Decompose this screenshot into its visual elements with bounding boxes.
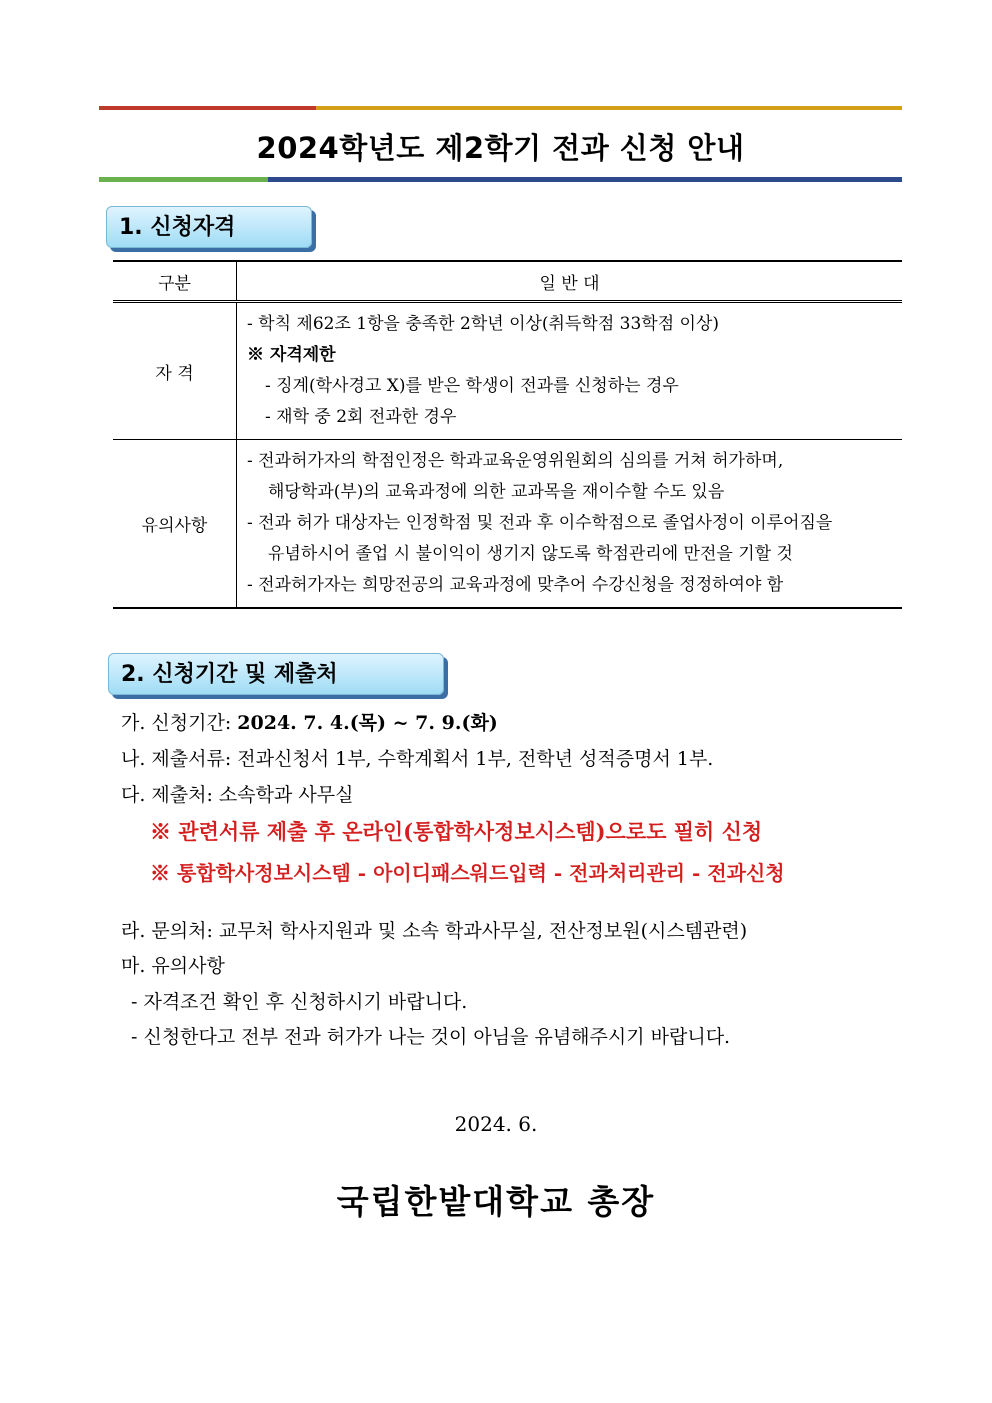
row-content-caution [237, 440, 903, 609]
content-line: - 징계(학사경고 X)를 받은 학생이 전과를 신청하는 경우 [265, 376, 679, 396]
row-label-caution: 유의사항 [113, 440, 237, 609]
submit-place-line: 다. 제출처: 소속학과 사무실 [121, 784, 354, 806]
caution-item: - 신청한다고 전부 전과 허가가 나는 것이 아님을 유념해주시기 바랍니다. [131, 1026, 731, 1048]
document-date: 2024. 6. [454, 1112, 538, 1136]
table-header-category: 구분 [113, 261, 237, 302]
documents-line: 나. 제출서류: 전과신청서 1부, 수학계획서 1부, 전학년 성적증명서 1부. [121, 748, 714, 770]
page-title: 2024학년도 제2학기 전과 신청 안내 [256, 131, 745, 165]
section-heading-period: 2. 신청기간 및 제출처 [108, 653, 444, 695]
period-value: 2024. 7. 4.(목) ~ 7. 9.(화) [237, 712, 498, 734]
notice-online: ※ 관련서류 제출 후 온라인(통합학사정보시스템)으로도 필히 신청 [150, 819, 763, 844]
content-line: 해당학과(부)의 교육과정에 의한 교과목을 재이수할 수도 있음 [268, 482, 725, 502]
caution-title: 마. 유의사항 [121, 955, 225, 977]
content-line: ※ 자격제한 [247, 345, 336, 365]
notice-path: ※ 통합학사정보시스템 - 아이디패스워드입력 - 전과처리관리 - 전과신청 [150, 861, 785, 885]
content-line: 유념하시어 졸업 시 불이익이 생기지 않도록 학점관리에 만전을 기할 것 [268, 544, 793, 564]
content-line: - 전과 허가 대상자는 인정학점 및 전과 후 이수학점으로 졸업사정이 이루어짐을 [247, 513, 833, 533]
content-line: - 학칙 제62조 1항을 충족한 2학년 이상(취득학점 33학점 이상) [247, 314, 719, 334]
row-label-qualification: 자 격 [113, 302, 237, 440]
content-line: - 전과허가자의 학점인정은 학과교육운영위원회의 심의를 거쳐 허가하며, [247, 451, 784, 471]
eligibility-table [113, 260, 902, 609]
inquiry-line: 라. 문의처: 교무처 학사지원과 및 소속 학과사무실, 전산정보원(시스템관련) [121, 920, 748, 942]
table-row [113, 440, 902, 609]
signature: 국립한밭대학교 총장 [336, 1182, 656, 1221]
section-heading-eligibility: 1. 신청자격 [106, 206, 312, 248]
title-top-bar [99, 106, 902, 110]
period-line [121, 706, 498, 740]
period-label: 가. 신청기간: [121, 712, 238, 734]
table-row [113, 302, 902, 440]
title-banner [99, 106, 902, 182]
caution-item: - 자격조건 확인 후 신청하시기 바랍니다. [131, 991, 468, 1013]
title-bottom-bar [99, 177, 902, 182]
table-header-general: 일 반 대 [237, 261, 903, 302]
row-content-qualification [237, 302, 903, 440]
content-line: - 전과허가자는 희망전공의 교육과정에 맞추어 수강신청을 정정하여야 함 [247, 575, 784, 595]
content-line: - 재학 중 2회 전과한 경우 [265, 407, 457, 427]
